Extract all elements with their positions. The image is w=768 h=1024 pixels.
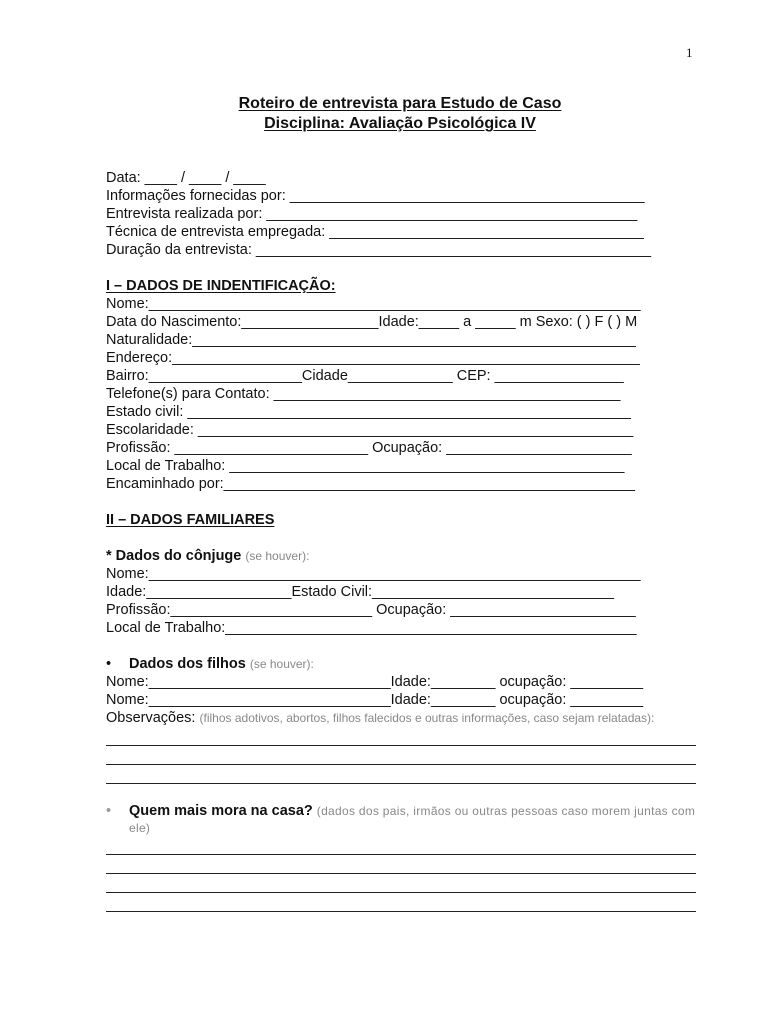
spouse-workplace-field[interactable]: Local de Trabalho:___________________________________________________ — [106, 620, 637, 636]
interview-duration-field[interactable]: Duração da entrevista: _________________________________________________ — [106, 242, 652, 258]
children-heading — [106, 655, 696, 673]
children-hint: (se houver): — [249, 657, 314, 671]
spouse-name-field[interactable]: Nome:_____________________________________________________________ — [106, 566, 641, 582]
document-title: Roteiro de entrevista para Estudo de Caso — [238, 95, 562, 112]
household-question: Quem mais mora na casa? — [129, 803, 313, 819]
family-section-title: II – DADOS FAMILIARES — [106, 512, 275, 528]
interview-technique-field[interactable]: Técnica de entrevista empregada: _______________________________________ — [106, 224, 644, 240]
name-field[interactable]: Nome:_____________________________________________________________ — [106, 296, 641, 312]
bullet-icon: • — [106, 803, 112, 819]
bullet-icon: • — [106, 656, 112, 672]
children-heading-text — [129, 655, 314, 673]
spacer — [106, 529, 696, 547]
birthplace-field[interactable]: Naturalidade:_______________________________________________________ — [106, 332, 636, 348]
general-info-block — [106, 169, 696, 259]
family-section — [106, 511, 696, 912]
household-line-2[interactable] — [106, 855, 696, 874]
form-body — [106, 169, 696, 912]
marital-status-field[interactable]: Estado civil: _______________________________________________________ — [106, 404, 631, 420]
child-2-field[interactable]: Nome:______________________________Idade:________ ocupação: _________ — [106, 692, 644, 708]
observations-label: Observações: — [106, 710, 196, 726]
observations-line-1[interactable] — [106, 727, 696, 746]
observations-line-2[interactable] — [106, 746, 696, 765]
date-field[interactable]: Data: ____ / ____ / ____ — [106, 170, 266, 186]
identification-section — [106, 277, 696, 493]
interview-conducted-by-field[interactable]: Entrevista realizada por: ______________________________________________ — [106, 206, 638, 222]
education-field[interactable]: Escolaridade: ______________________________________________________ — [106, 422, 634, 438]
household-hint: (dados dos pais, irmãos ou outras pessoas caso morem juntas com ele) — [129, 804, 696, 835]
page-number: 1 — [686, 45, 693, 60]
neighborhood-city-cep-field[interactable]: Bairro:___________________Cidade_____________ CEP: ________________ — [106, 368, 624, 384]
spouse-hint: (se houver): — [245, 549, 310, 563]
observations-line-3[interactable] — [106, 765, 696, 784]
identification-section-title: I – DADOS DE INDENTIFICAÇÃO: — [106, 278, 336, 294]
household-heading-text — [129, 802, 696, 836]
profession-occupation-field[interactable]: Profissão: ________________________ Ocupação: _______________________ — [106, 440, 632, 456]
spouse-profession-field[interactable]: Profissão:_________________________ Ocupação: _______________________ — [106, 602, 636, 618]
workplace-field[interactable]: Local de Trabalho: _________________________________________________ — [106, 458, 625, 474]
referred-by-field[interactable]: Encaminhado por:___________________________________________________ — [106, 476, 635, 492]
child-1-field[interactable]: Nome:______________________________Idade:________ ocupação: _________ — [106, 674, 644, 690]
document-subtitle: Disciplina: Avaliação Psicológica IV — [264, 115, 536, 132]
household-heading — [106, 802, 696, 836]
spouse-heading-text: * Dados do cônjuge — [106, 548, 242, 564]
spouse-age-marital-field[interactable]: Idade:__________________Estado Civil:______________________________ — [106, 584, 614, 600]
observations-hint: (filhos adotivos, abortos, filhos falecidos e outras informações, caso sejam relatadas): — [199, 711, 655, 725]
household-line-1[interactable] — [106, 836, 696, 855]
spacer — [106, 493, 696, 511]
info-provided-by-field[interactable]: Informações fornecidas por: ____________________________________________ — [106, 188, 645, 204]
household-line-3[interactable] — [106, 874, 696, 893]
phone-field[interactable]: Telefone(s) para Contato: ___________________________________________ — [106, 386, 621, 402]
spacer — [106, 637, 696, 655]
spouse-heading — [106, 547, 696, 565]
children-heading-label: Dados dos filhos — [129, 656, 246, 672]
birth-age-sex-field[interactable]: Data do Nascimento:_________________Idade:_____ a _____ m Sexo: ( ) F ( ) M — [106, 314, 638, 330]
observations-label-line — [106, 709, 696, 727]
address-field[interactable]: Endereço:__________________________________________________________ — [106, 350, 640, 366]
spacer — [106, 259, 696, 277]
spacer — [106, 784, 696, 802]
document-header — [0, 94, 768, 134]
household-line-4[interactable] — [106, 893, 696, 912]
